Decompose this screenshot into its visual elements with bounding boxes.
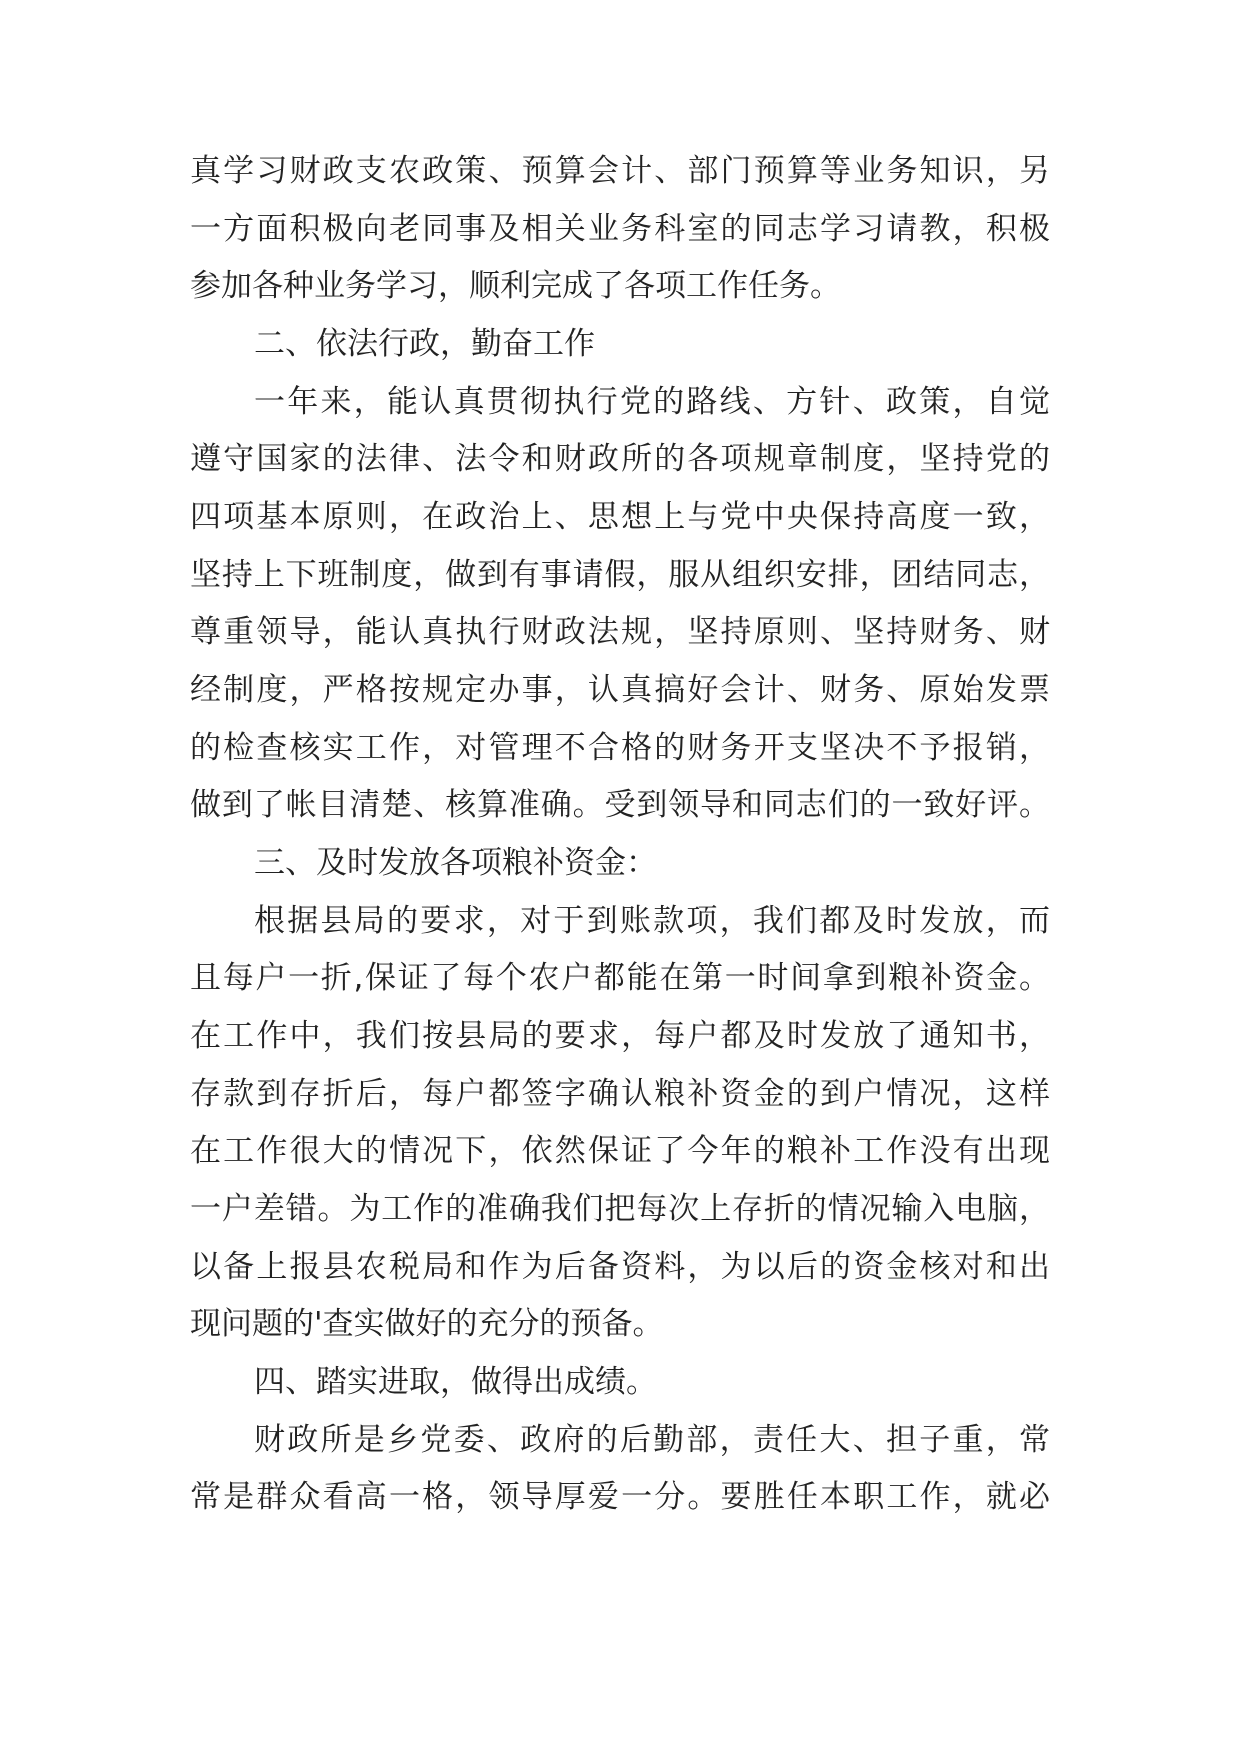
text-line: 参加各种业务学习，顺利完成了各项工作任务。 (190, 268, 841, 304)
text-line: 且每户一折,保证了每个农户都能在第一时间拿到粮补资金。 (190, 960, 1050, 996)
section-heading: 三、及时发放各项粮补资金： (254, 845, 657, 881)
text-line: 坚持上下班制度，做到有事请假，服从组织安排，团结同志， (190, 557, 1050, 593)
section-heading: 四、踏实进取，做得出成绩。 (254, 1364, 657, 1400)
text-line: 经制度，严格按规定办事，认真搞好会计、财务、原始发票 (190, 672, 1050, 708)
text-line: 现问题的'查实做好的充分的预备。 (190, 1306, 664, 1342)
text-line: 根据县局的要求，对于到账款项，我们都及时发放，而 (254, 903, 1050, 939)
text-line: 在工作很大的情况下，依然保证了今年的粮补工作没有出现 (190, 1133, 1050, 1169)
text-line: 财政所是乡党委、政府的后勤部，责任大、担子重，常 (254, 1422, 1050, 1458)
text-line: 一方面积极向老同事及相关业务科室的同志学习请教，积极 (190, 211, 1050, 247)
text-line: 四项基本原则，在政治上、思想上与党中央保持高度一致， (190, 499, 1050, 535)
text-line: 在工作中，我们按县局的要求，每户都及时发放了通知书， (190, 1018, 1050, 1054)
text-line: 遵守国家的法律、法令和财政所的各项规章制度，坚持党的 (190, 441, 1050, 477)
text-line: 以备上报县农税局和作为后备资料，为以后的资金核对和出 (190, 1249, 1050, 1285)
text-line: 尊重领导，能认真执行财政法规，坚持原则、坚持财务、财 (190, 614, 1050, 650)
text-line: 常是群众看高一格，领导厚爱一分。要胜任本职工作，就必 (190, 1479, 1050, 1515)
text-line: 一户差错。为工作的准确我们把每次上存折的情况输入电脑， (190, 1191, 1050, 1227)
text-line: 存款到存折后，每户都签字确认粮补资金的到户情况，这样 (190, 1076, 1050, 1112)
text-line: 真学习财政支农政策、预算会计、部门预算等业务知识，另 (190, 153, 1050, 189)
text-line: 的检查核实工作，对管理不合格的财务开支坚决不予报销， (190, 730, 1050, 766)
text-line: 一年来，能认真贯彻执行党的路线、方针、政策，自觉 (254, 384, 1050, 420)
text-line: 做到了帐目清楚、核算准确。受到领导和同志们的一致好评。 (190, 787, 1050, 823)
section-heading: 二、依法行政，勤奋工作 (254, 326, 595, 362)
